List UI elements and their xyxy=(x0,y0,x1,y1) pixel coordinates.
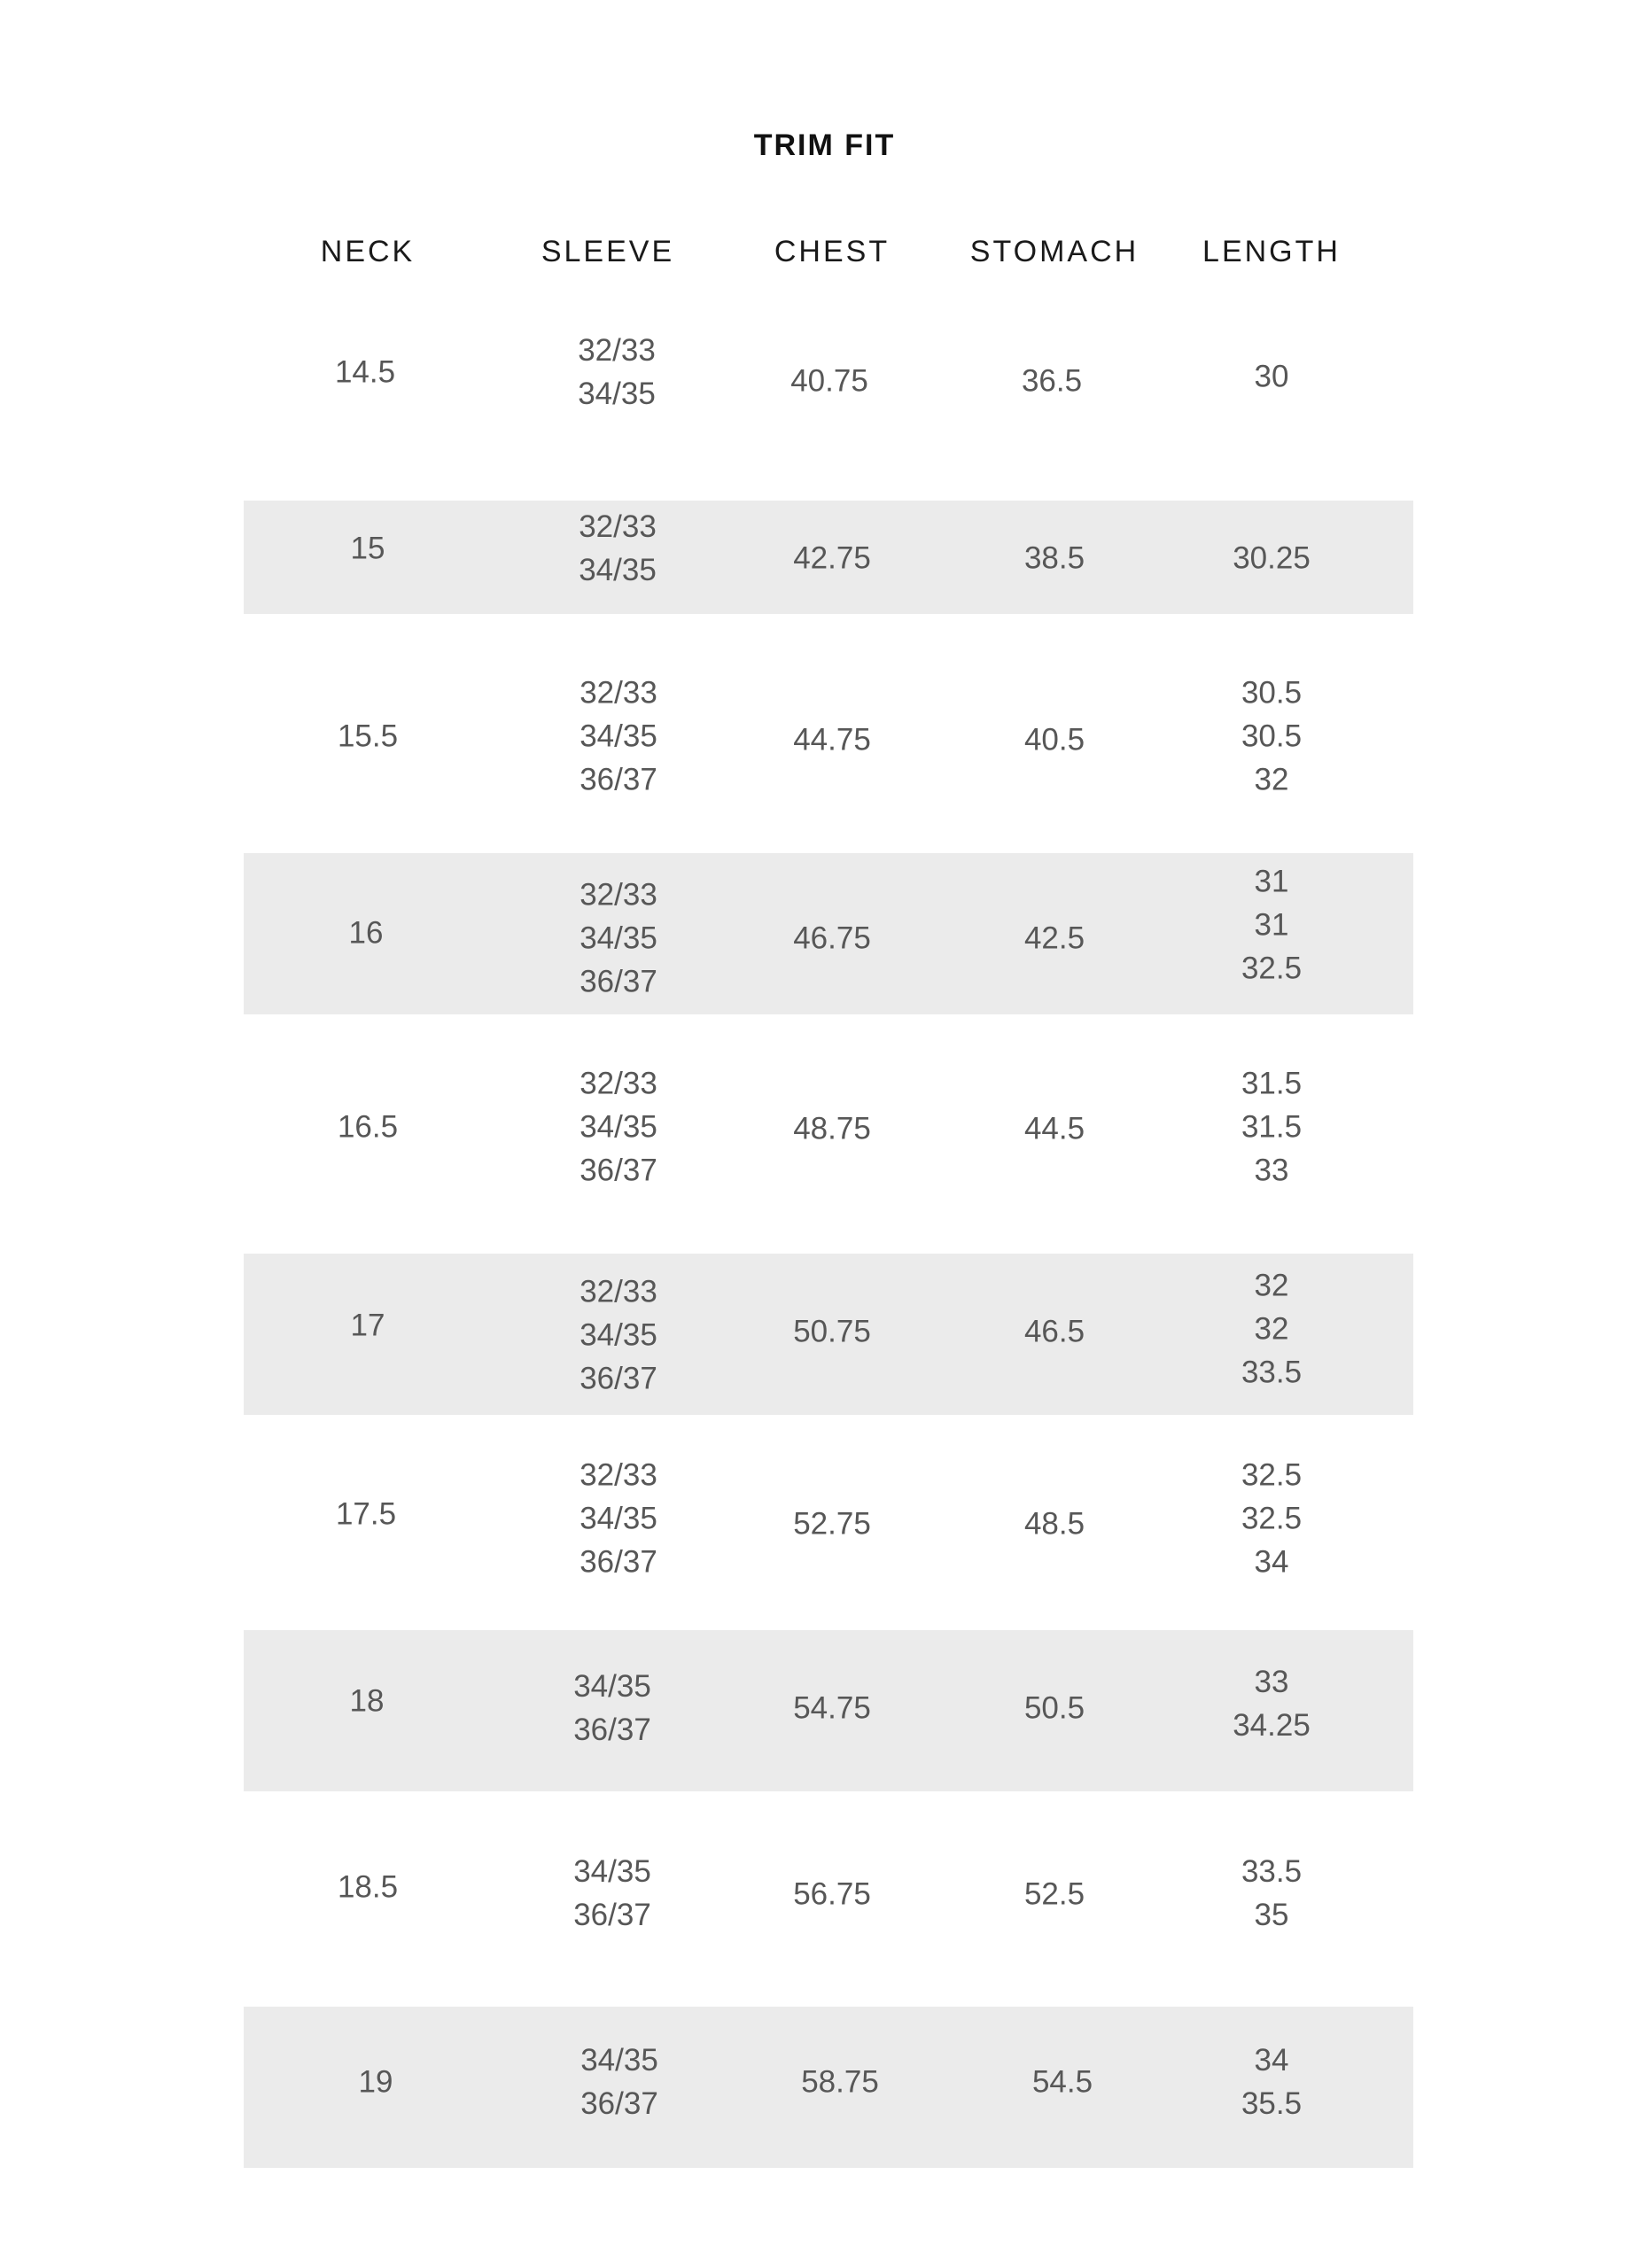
stomach-value: 50.5 xyxy=(1023,1690,1085,1726)
chest-cell xyxy=(801,2061,879,2104)
stomach-cell xyxy=(1032,2061,1093,2104)
length-cell xyxy=(1241,1454,1302,1584)
stomach-value: 52.5 xyxy=(1023,1876,1085,1912)
neck-cell xyxy=(338,1866,398,1909)
length-value: 33.5 xyxy=(1241,1854,1303,1889)
chest-cell xyxy=(793,1503,871,1546)
stomach-value: 48.5 xyxy=(1023,1506,1085,1542)
length-cell xyxy=(1241,860,1302,990)
header-stomach: STOMACH xyxy=(969,235,1140,268)
neck-cell xyxy=(359,2061,393,2104)
length-cell xyxy=(1241,2039,1302,2125)
length-cell xyxy=(1255,355,1289,399)
chest-cell xyxy=(790,360,868,403)
sleeve-value: 36/37 xyxy=(573,1898,651,1932)
sleeve-value: 36/37 xyxy=(579,762,657,797)
length-value: 32 xyxy=(1254,762,1289,797)
chest-value: 40.75 xyxy=(790,363,868,399)
stomach-value: 36.5 xyxy=(1021,363,1083,399)
stomach-cell xyxy=(1022,360,1082,403)
sleeve-value: 34/35 xyxy=(579,553,657,587)
length-value: 30.25 xyxy=(1233,540,1311,576)
stomach-cell xyxy=(1024,1687,1085,1730)
sleeve-value: 36/37 xyxy=(579,1544,657,1580)
length-cell xyxy=(1241,1264,1302,1394)
stomach-cell xyxy=(1024,1503,1085,1546)
sleeve-value: 34/35 xyxy=(573,1669,651,1704)
stomach-value: 40.5 xyxy=(1023,722,1085,757)
stomach-value: 54.5 xyxy=(1031,2064,1093,2100)
sleeve-value: 36/37 xyxy=(579,1153,657,1188)
neck-cell xyxy=(336,1493,396,1536)
neck-cell xyxy=(351,1304,385,1348)
chest-cell xyxy=(793,1687,871,1730)
length-value: 30 xyxy=(1254,359,1289,394)
length-value: 33.5 xyxy=(1241,1355,1303,1390)
page-title: TRIM FIT xyxy=(753,128,896,162)
sleeve-value: 32/33 xyxy=(579,509,657,544)
sleeve-cell xyxy=(580,2039,658,2125)
chest-cell xyxy=(793,1310,871,1354)
length-value: 32 xyxy=(1254,1268,1289,1303)
length-value: 33 xyxy=(1254,1665,1289,1699)
sleeve-cell xyxy=(579,1062,657,1192)
stomach-cell xyxy=(1024,1873,1085,1916)
length-value: 31.5 xyxy=(1241,1109,1303,1145)
chest-cell xyxy=(793,537,871,580)
sleeve-value: 36/37 xyxy=(579,964,657,999)
sleeve-value: 32/33 xyxy=(578,333,656,368)
sleeve-value: 32/33 xyxy=(579,1066,657,1101)
length-value: 34.25 xyxy=(1233,1708,1311,1743)
sleeve-value: 32/33 xyxy=(579,877,657,913)
sleeve-cell xyxy=(579,505,657,592)
neck-value: 14.5 xyxy=(334,354,396,390)
sleeve-value: 34/35 xyxy=(580,2043,658,2078)
sleeve-value: 36/37 xyxy=(580,2086,658,2121)
sleeve-value: 34/35 xyxy=(579,718,657,754)
sleeve-cell xyxy=(579,1454,657,1584)
length-value: 30.5 xyxy=(1241,718,1303,754)
chest-value: 44.75 xyxy=(793,722,871,757)
stomach-value: 42.5 xyxy=(1023,920,1085,956)
length-value: 31 xyxy=(1254,907,1289,943)
length-value: 32 xyxy=(1254,1311,1289,1347)
neck-cell xyxy=(349,912,384,955)
stomach-value: 46.5 xyxy=(1023,1314,1085,1349)
sleeve-value: 34/35 xyxy=(578,377,656,411)
chest-value: 48.75 xyxy=(793,1111,871,1146)
stomach-cell xyxy=(1024,718,1085,762)
chest-value: 58.75 xyxy=(801,2064,879,2100)
length-value: 33 xyxy=(1254,1153,1289,1188)
sleeve-cell xyxy=(573,1665,651,1751)
neck-value: 17 xyxy=(350,1308,385,1343)
length-value: 34 xyxy=(1254,2043,1289,2078)
chest-cell xyxy=(793,1107,871,1151)
neck-cell xyxy=(338,1106,398,1149)
sleeve-value: 34/35 xyxy=(579,1109,657,1145)
sleeve-value: 34/35 xyxy=(579,920,657,956)
chest-value: 52.75 xyxy=(793,1506,871,1542)
sleeve-value: 34/35 xyxy=(579,1317,657,1353)
length-cell xyxy=(1233,1660,1311,1747)
sleeve-value: 32/33 xyxy=(579,675,657,711)
stomach-value: 44.5 xyxy=(1023,1111,1085,1146)
sleeve-value: 34/35 xyxy=(579,1501,657,1536)
chest-value: 42.75 xyxy=(793,540,871,576)
length-value: 32.5 xyxy=(1241,951,1303,986)
length-cell xyxy=(1241,1062,1302,1192)
length-value: 30.5 xyxy=(1241,675,1303,711)
header-length: LENGTH xyxy=(1202,235,1341,268)
chest-cell xyxy=(793,718,871,762)
neck-value: 15 xyxy=(350,531,385,566)
length-value: 32.5 xyxy=(1241,1501,1303,1536)
header-neck: NECK xyxy=(320,235,416,268)
sleeve-value: 32/33 xyxy=(579,1457,657,1493)
sleeve-cell xyxy=(578,329,656,416)
neck-value: 17.5 xyxy=(335,1496,397,1532)
stomach-value: 38.5 xyxy=(1023,540,1085,576)
neck-value: 15.5 xyxy=(337,718,399,754)
length-value: 34 xyxy=(1254,1544,1289,1580)
sleeve-value: 36/37 xyxy=(573,1713,651,1747)
length-value: 31.5 xyxy=(1241,1066,1303,1101)
stomach-cell xyxy=(1024,917,1085,960)
neck-cell xyxy=(338,715,398,758)
neck-cell xyxy=(350,1680,385,1723)
length-value: 32.5 xyxy=(1241,1457,1303,1493)
sleeve-value: 34/35 xyxy=(573,1854,651,1889)
chest-value: 54.75 xyxy=(793,1690,871,1726)
stomach-cell xyxy=(1024,537,1085,580)
chest-value: 46.75 xyxy=(793,920,871,956)
neck-value: 18 xyxy=(349,1683,385,1719)
sleeve-cell xyxy=(579,1270,657,1401)
neck-value: 16 xyxy=(348,915,384,951)
length-cell xyxy=(1241,672,1302,802)
header-chest: CHEST xyxy=(774,235,891,268)
neck-cell xyxy=(335,351,395,394)
chest-cell xyxy=(793,1873,871,1916)
neck-cell xyxy=(351,527,385,571)
neck-value: 16.5 xyxy=(337,1109,399,1145)
neck-value: 18.5 xyxy=(337,1869,399,1905)
sleeve-cell xyxy=(579,874,657,1004)
sleeve-value: 36/37 xyxy=(579,1361,657,1396)
length-value: 31 xyxy=(1254,864,1289,899)
neck-value: 19 xyxy=(358,2064,393,2100)
sleeve-cell xyxy=(573,1850,651,1937)
length-value: 35.5 xyxy=(1241,2086,1303,2121)
header-sleeve: SLEEVE xyxy=(541,235,675,268)
sleeve-cell xyxy=(579,672,657,802)
chest-value: 56.75 xyxy=(793,1876,871,1912)
length-cell xyxy=(1241,1850,1302,1937)
length-value: 35 xyxy=(1254,1898,1289,1932)
sleeve-value: 32/33 xyxy=(579,1274,657,1309)
length-cell xyxy=(1233,537,1311,580)
chest-value: 50.75 xyxy=(793,1314,871,1349)
stomach-cell xyxy=(1024,1107,1085,1151)
chest-cell xyxy=(793,917,871,960)
stomach-cell xyxy=(1024,1310,1085,1354)
